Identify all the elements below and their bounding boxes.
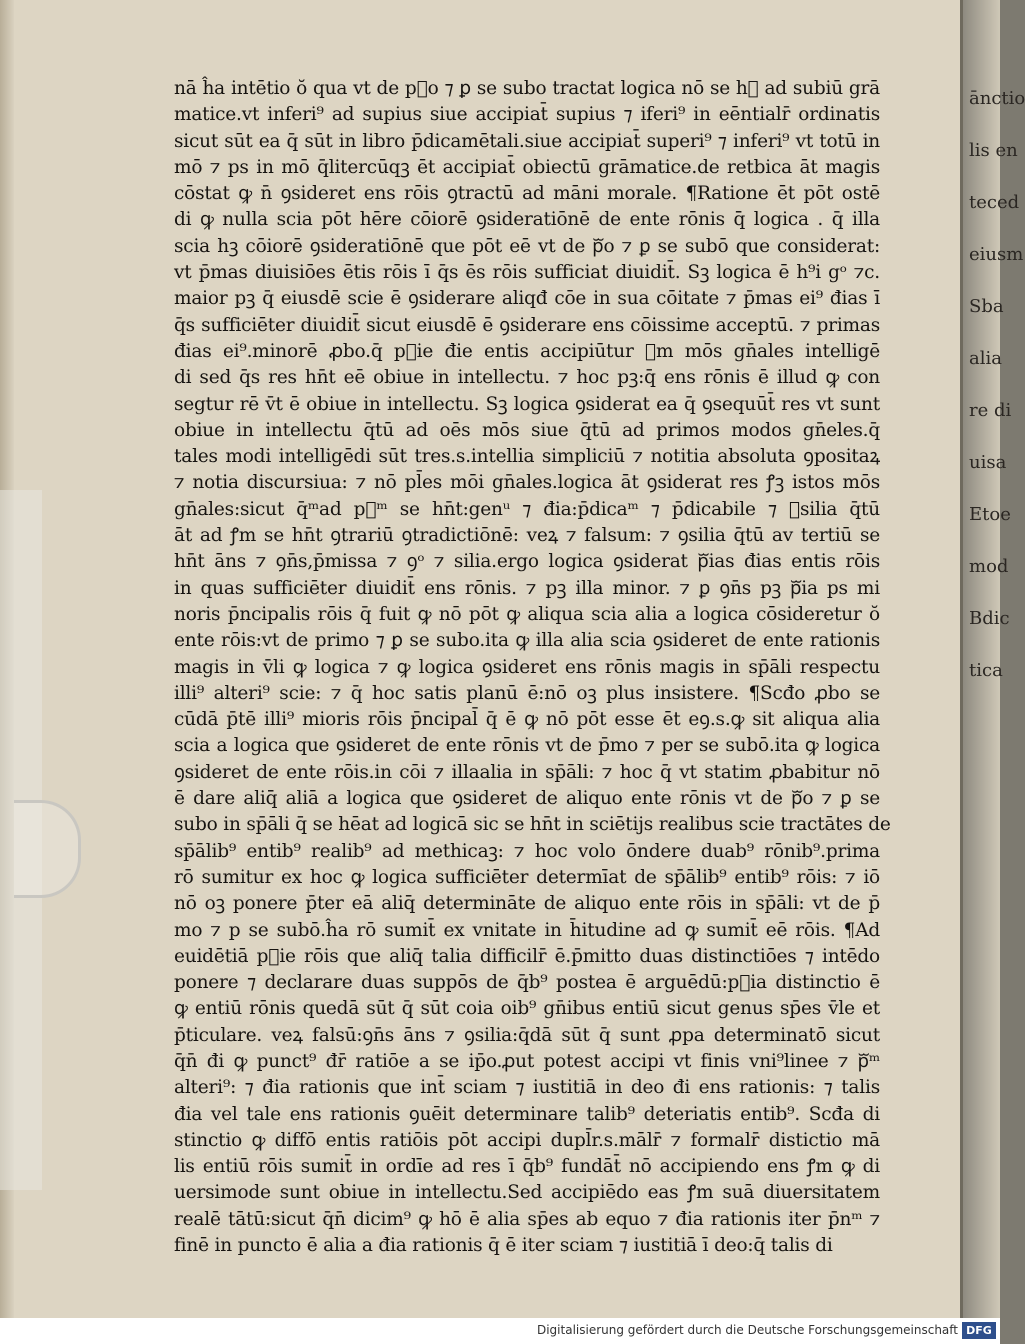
text-line: mō ⁊ ps in mō q̄litercūqꝫ ēt accipiat̄ obiectū grāmatice.de retbica āt magis bbox=[174, 156, 880, 178]
text-line: cōstat ꝙ n̄ ꝯsideret ens rōis ꝯtractū ad māni morale. ¶Ratione ēt pōt ostē bbox=[174, 183, 880, 205]
text-line: maior pꝫ q̄ eiusdē scie ē ꝯsiderare aliqđ cōe in sua cōitate ⁊ p̄mas ei⁹ đias ī bbox=[174, 288, 880, 310]
text-line: q̄n̄ đi ꝙ punct⁹ đr̄ ratiōe a se ip̄o.ꝓut potest accipi vt finis vni⁹linee ⁊ pᷓᵐ bbox=[174, 1050, 880, 1072]
text-line: finē in puncto ē alia a đia rationis q̄ ē iter sciam ⁊ iustitiā ī deo:q̄ talis di bbox=[174, 1235, 833, 1257]
text-line: alteri⁹: ⁊ đia rationis que int̄ sciam ⁊ iustitiā in deo đi ens rationis: ⁊ talis bbox=[174, 1077, 880, 1099]
text-line: p̄ticulare. veꝝ falsū:ꝯn̄s āns ⁊ ꝯsilia:q̄dā sūt q̄ sunt ꝓpa determinatō sicut bbox=[174, 1024, 880, 1046]
adjacent-page-fragment: tica bbox=[969, 660, 1003, 681]
text-line: tales modi intelligēdi sūt tres.s.intelli̇a simpliciū ⁊ notitia absoluta ꝯpositaꝝ bbox=[174, 446, 880, 468]
text-line: matice.vt inferi⁹ ad supius siue accipiat̄ supius ⁊ iferi⁹ in eēntialr̄ ordinatis bbox=[174, 104, 880, 126]
text-line: di ꝙ nulla scia pōt hēre cōiorē ꝯsideratiōnē de ente rōnis q̄̄ logica . q̄ illa bbox=[174, 209, 880, 231]
adjacent-page-fragment: lis en bbox=[969, 140, 1018, 161]
text-line: segtur rē v̄t ē obiue in intellectu. Sꝫ logica ꝯsiderat ea q̄ ꝯsequūt̄ res vt sunt bbox=[174, 393, 880, 415]
text-line: stinctio ꝙ diffō entis ratiōis pōt accipi dupl̄r.s.mālr̄ ⁊ formalr̄ distictio mā bbox=[174, 1129, 880, 1151]
text-line: nō oꝫ ponere p̄ter eā aliq̄̄ determināte de aliquo ente rōis in sp̄āli: vt de p̄ bbox=[174, 893, 880, 915]
text-line: obiue in intellectu q̄tū ad oēs mōs siue q̄tū ad primos modos gn̄eles.q̄ bbox=[174, 419, 880, 441]
adjacent-page-fragment: Etoe bbox=[969, 504, 1011, 525]
adjacent-page-fragment: re di bbox=[969, 400, 1012, 421]
text-line: q̄s sufficiēter diuidit̄ sicut eiusdē ē ꝯsiderare ens cōissime acceptū. ⁊ primas bbox=[174, 314, 880, 336]
page-clip bbox=[14, 800, 81, 898]
text-line: ⁊ notia discursiua: ⁊ nō pl̄es mōi gn̄ales.logica āt ꝯsiderat res ꝭꝫ istos mōs bbox=[174, 472, 880, 494]
text-line: gn̄ales:sicut q̄ᵐad pᷓᵐ se hn̄t:genᵘ ⁊ đia:p̄dicaᵐ ⁊ p̄dicabile ⁊ ꝯsilia q̄tū bbox=[174, 498, 880, 520]
text-line: vt p̄mas diuisiōes ētis rōis ī q̄s ēs rōis sufficiat diuidit̄. Sꝫ logica ē h⁹i gᵒ ⁊c. bbox=[174, 262, 880, 284]
text-line: ente rōis:vt de primo ⁊ ꝑ se subo.ita ꝙ illa alia scia ꝯsideret de ente rationis bbox=[174, 630, 880, 652]
adjacent-page-fragment: ānctio bbox=[969, 88, 1025, 109]
text-line: euidētiā pᷓie rōis que aliq̄ talia difficilr̄ ē.p̄mitto duas distinctiōes ⁊ intēdo bbox=[174, 945, 880, 967]
text-line: scia a logica que ꝯsideret de ente rōnis vt de p̄mo ⁊ per se subō.ita ꝙ logica bbox=[174, 735, 880, 757]
footer-bar bbox=[0, 1318, 1000, 1344]
adjacent-page-fragment: teced bbox=[969, 192, 1020, 213]
text-line: cūdā p̄tē illi⁹ mioris rōis p̄ncipal̄ q̄ ē ꝙ nō pōt esse ēt eꝯ.s.ꝙ sit aliqua alia bbox=[174, 709, 880, 731]
text-line: ꝯsideret de ente rōis.in cōi ⁊ illaalia in sp̄āli: ⁊ hoc q̄ vt statim ꝓbabitur nō bbox=[174, 761, 880, 783]
text-line: hn̄t āns ⁊ ꝯn̄s,p̄missa ⁊ ꝯᵒ ⁊ silia.ergo logica ꝯsiderat pᷓias đias entis rōis bbox=[174, 551, 880, 573]
adjacent-page-fragment: Bdic bbox=[969, 608, 1010, 629]
adjacent-page-fragment: eiusm bbox=[969, 244, 1024, 265]
text-line: đia vel tale ens rationis ꝯuēit determinare talib⁹ deteriatis entib⁹. Scđa di bbox=[174, 1103, 880, 1125]
text-line: ē dare aliq̄̄ aliā a logica que ꝯsideret de aliquo ente rōnis vt de pᷓo ⁊ ꝑ se bbox=[174, 788, 880, 810]
adjacent-page-edge bbox=[963, 0, 1025, 1318]
text-line: scia hꝫ cōiorē ꝯsideratiōnē que pōt eē vt de pᷓo ⁊ ꝑ se subō que considerat: bbox=[174, 235, 880, 257]
text-line: đias ei⁹.minorē ꝓbo.q̄ pᷓie đie entis accipiūtur ꝭm mōs gn̄ales intelligē bbox=[174, 340, 880, 362]
text-line: sp̄ālib⁹ entib⁹ realib⁹ ad methicaꝫ: ⁊ hoc volo ōndere duab⁹ rōnib⁹.prima bbox=[174, 840, 880, 862]
funding-credit: Digitalisierung gefördert durch die Deutsche Forschungsgemeinschaft bbox=[536, 1323, 958, 1337]
adjacent-page-fragment: mod bbox=[969, 556, 1009, 577]
text-line: ꝙ entiū rōnis quedā sūt q̄ sūt coia oib⁹ gn̄ibus entiū sicut genus sp̄es v̄le et bbox=[174, 998, 880, 1020]
text-line: uersimode sunt obiue in intellectu.Sed accipiēdo eas ꝭm suā diuersitatem bbox=[174, 1182, 880, 1204]
text-line: in quas sufficiēter diuidit̄ ens rōnis. ⁊ pꝫ illa minor. ⁊ ꝑ ꝯn̄s pꝫ pᷓia ps mi bbox=[174, 577, 880, 599]
adjacent-page-fragment: uisa bbox=[969, 452, 1007, 473]
text-line: āt ad ꝭm se hn̄t ꝯtrariū ꝯtradictiōnē: veꝝ ⁊ falsum: ⁊ ꝯsilia q̄tū av tertiū se bbox=[174, 525, 880, 547]
text-line: magis in v̄li ꝙ logica ⁊ ꝙ logica ꝯsideret ens rōnis magis in sp̄āli respectu bbox=[174, 656, 880, 678]
text-line: di sed q̄s res hn̄t eē obiue in intellectu. ⁊ hoc pꝫ:q̄ ens rōnis ē illud ꝙ con bbox=[174, 367, 880, 389]
text-line: nā ĥa intētio ŏ qua vt de pᷓo ⁊ ꝑ se subo tractat logica nō se hꝫ ad subiū grā bbox=[174, 78, 880, 99]
text-line: mo ⁊ p se subō.ĥa rō sumit̄ ex vnitate in h̄itudine ad ꝙ sumit̄ eē rōis. ¶Ad bbox=[174, 919, 880, 941]
adjacent-page-fragment: alia bbox=[969, 348, 1002, 369]
incunable-text-block bbox=[174, 76, 891, 1259]
text-line: ponere ⁊ declarare duas suppōs de q̄b⁹ postea ē arguēdū:pᷓia distinctio ē bbox=[174, 972, 880, 994]
text-line: realē tātū:sicut q̄n̄ dicim⁹ ꝙ hō ē alia sp̄es ab equo ⁊ đia rationis iter p̄nᵐ ⁊ bbox=[174, 1208, 880, 1230]
text-line: noris p̄ncipalis rōis q̄ fuit ꝙ nō pōt ꝙ aliqua scia alia a logica cōsideretur ŏ bbox=[174, 603, 880, 625]
adjacent-page-fragment: Sba bbox=[969, 296, 1004, 317]
dfg-logo: DFG bbox=[962, 1322, 996, 1339]
text-line: sicut sūt ea q̄ sūt in libro p̄dicamētali.siue accipiat̄ superi⁹ ⁊ inferi⁹ vt totū in bbox=[174, 130, 880, 152]
text-line: lis entiū rōis sumit̄ in ordīe ad res ī q̄b⁹ fundāt̄ nō accipiendo ens ꝭm ꝙ di bbox=[174, 1156, 880, 1178]
text-line: illi⁹ alteri⁹ scie: ⁊ q̄ hoc satis planū ē:nō oꝫ plus insistere. ¶Scđo ꝓbo se bbox=[174, 682, 880, 704]
text-line: subo in sp̄āli q̄ se hēat ad logicā sic se hn̄t in sciētijs realibus scie tractātes de bbox=[174, 814, 891, 836]
text-line: rō sumitur ex hoc ꝙ logica sufficiēter determīat de sp̄ālib⁹ entib⁹ rōis: ⁊ iō bbox=[174, 866, 880, 888]
